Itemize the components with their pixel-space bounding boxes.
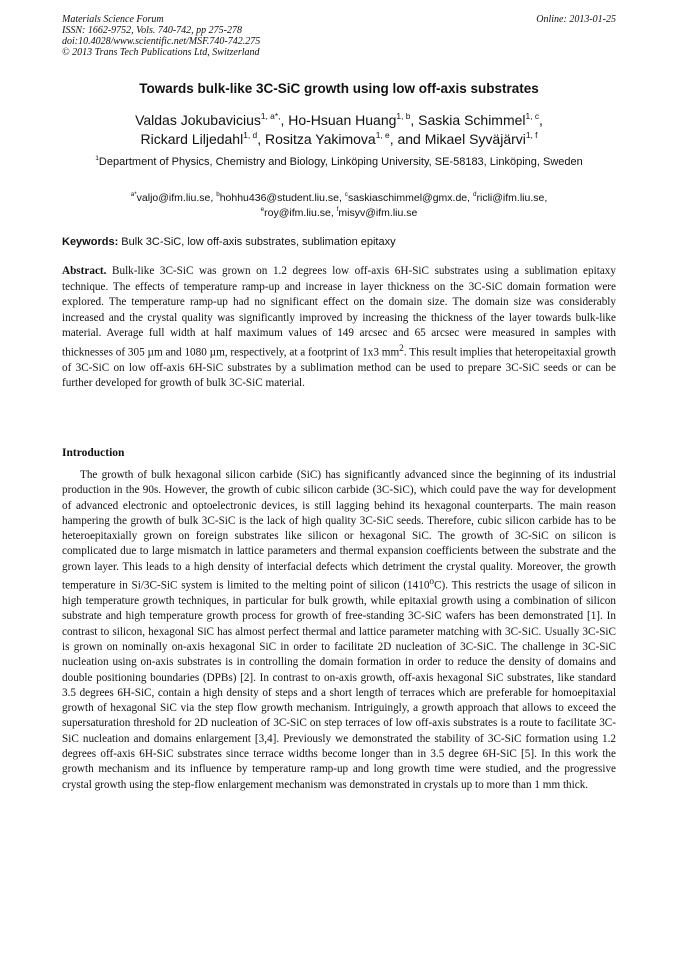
keywords — [62, 235, 616, 249]
email-link[interactable]: valjo@ifm.liu.se — [136, 192, 211, 204]
journal-name: Materials Science Forum — [62, 14, 164, 25]
author: Ho-Hsuan Huang$^{1, b}$ — [288, 110, 411, 128]
abstract-label: Abstract. — [62, 265, 107, 277]
doi: doi:10.4028/www.scientific.net/MSF.740-742.275 — [62, 36, 261, 47]
author: Mikael Syväjärvi$^{1, f}$ — [424, 129, 538, 147]
email-list: $^{a*}$valjo@ifm.liu.se, $^b$hohhu436@student.liu.se, $^c$saskiaschimmel@gmx.de, $^d$ricli@ifm.liu.se, $^e$roy@ifm.liu.se, $^f$misyv@ifm.liu.se — [130, 190, 548, 219]
online-date: Online: 2013-01-25 — [536, 14, 616, 25]
email-link[interactable]: roy@ifm.liu.se — [264, 207, 331, 219]
author: Valdas Jokubavicius$^{1, a*,}$ — [135, 110, 281, 128]
email-link[interactable]: saskiaschimmel@gmx.de — [347, 192, 468, 204]
author-list: Valdas Jokubavicius$^{1, a*,}$, Ho-Hsuan Huang$^{1, b}$, Saskia Schimmel$^{1, c}$, Rickard Liljedahl$^{1, d}$, Rositza Yakimova$^{1, e}$, and Mikael Syväjärvi$^{1, f}$ — [135, 110, 543, 147]
copyright: © 2013 Trans Tech Publications Ltd, Switzerland — [62, 47, 260, 58]
author: Rickard Liljedahl$^{1, d}$ — [140, 129, 258, 147]
email-link[interactable]: ricli@ifm.liu.se — [476, 192, 545, 204]
author: Rositza Yakimova$^{1, e}$ — [264, 129, 390, 147]
issn: ISSN: 1662-9752, Vols. 740-742, pp 275-278 — [62, 25, 242, 36]
affiliation: $^1$Department of Physics, Chemistry and Biology, Linköping University, SE-58183, Linköping, Sweden — [95, 154, 583, 168]
email-link[interactable]: hohhu436@student.liu.se — [219, 192, 339, 204]
keywords-text: Bulk 3C-SiC, low off-axis substrates, sublimation epitaxy — [118, 236, 396, 248]
journal-header — [62, 14, 260, 58]
email-link[interactable]: misyv@ifm.liu.se — [338, 207, 418, 219]
author: Saskia Schimmel$^{1, c}$ — [418, 110, 540, 128]
section-heading-introduction: Introduction — [62, 447, 125, 459]
keywords-label: Keywords: — [62, 236, 119, 248]
abstract: Abstract. Bulk-like 3C-SiC was grown on 1.2 degrees low off-axis 6H-SiC substrates using a sublimation epitaxy technique. The effects of temperature ramp-up and increase in layer thickness on the 3C-SiC domain formation were explored. The temperature ramp-up had no significant effect on the domain size. The domain size was considerably increased and the crystal quality was significantly improved by increasing the thickness of the layer towards bulk-like material. Average full width at half maximum values of 149 arcsec and 65 arcsec were measured in samples with thicknesses of 305 µm and 1080 µm, respectively, at a footprint of 1x3 $mm^2$. This result implies that heteropeitaxial growth of 3C-SiC on low off-axis 6H-SiC substrates by a sublimation method can be used to prepare 3C-SiC seeds or can be further developed for growth of bulk 3C-SiC material. — [62, 265, 616, 390]
paper-title: Towards bulk-like 3C-SiC growth using low off-axis substrates — [139, 81, 539, 96]
introduction-paragraph: The growth of bulk hexagonal silicon carbide (SiC) has significantly advanced since the beginning of its industrial production in the 90s. However, the growth of cubic silicon carbide (3C-SiC), which could pave the way for development of advanced electronic and optoelectronic devices, is still lagging behind its hexagonal counterparts. The main reason hampering the growth of bulk 3C-SiC is the lack of high quality 3C-SiC seeds. Therefore, cubic silicon carbide has to be heteroepitaxially grown on foreign substrates like silicon or hexagonal SiC. The growth of 3C-SiC on silicon is complicated due to large mismatch in lattice parameters and thermal expansion coefficients between the substrate and the grown layer. This leads to a high density of interfacial defects which detriment the crystal quality. Moreover, the growth temperature in Si/3C-SiC system is limited to the melting point of silicon (1410$^o$C). This restricts the usage of silicon in high temperature growth techniques, in particular for bulk growth, while epitaxial growth using a combination of silicon substrate and high temperature growth process for growth of free-standing 3C-SiC wafers has been demonstrated [1]. In contrast to silicon, hexagonal SiC has almost perfect thermal and lattice parameter matching with 3C-SiC. Usually 3C-SiC is grown on nominally on-axis hexagonal SiC in order to facilitate 2D nucleation of 3C-SiC. The challenge in 3C-SiC nucleation using on-axis substrates is in controlling the domain formation in order to reduce the density of domains and double positioning boundaries (DPBs) [2]. In contrast to on-axis growth, off-axis hexagonal SiC substrates, like standard 3.5 degrees 6H-SiC, contain a high density of steps and a short length of terraces which are preferable for homoepitaxial growth of hexagonal SiC via the step flow growth mechanism. Intriguingly, a growth approach that allows to exceed the supersaturation threshold for 2D nucleation of 3C-SiC on step terraces of low off-axis substrates is a route to facilitate 3C-SiC nucleation and domains enlargement [3,4]. Previously we demonstrated the stability of 3C-SiC formation using 1.2 degrees off-axis 6H-SiC substrates since terrace widths become longer than in 3.5 degree 6H-SiC [5]. In this work the growth mechanism and its influence by temperature ramp-up and long growth time were studied, and the progressive crystal growth using the step-flow enlargement mechanism was demonstrated in crystals up to more than 1 mm thick. — [62, 469, 616, 791]
